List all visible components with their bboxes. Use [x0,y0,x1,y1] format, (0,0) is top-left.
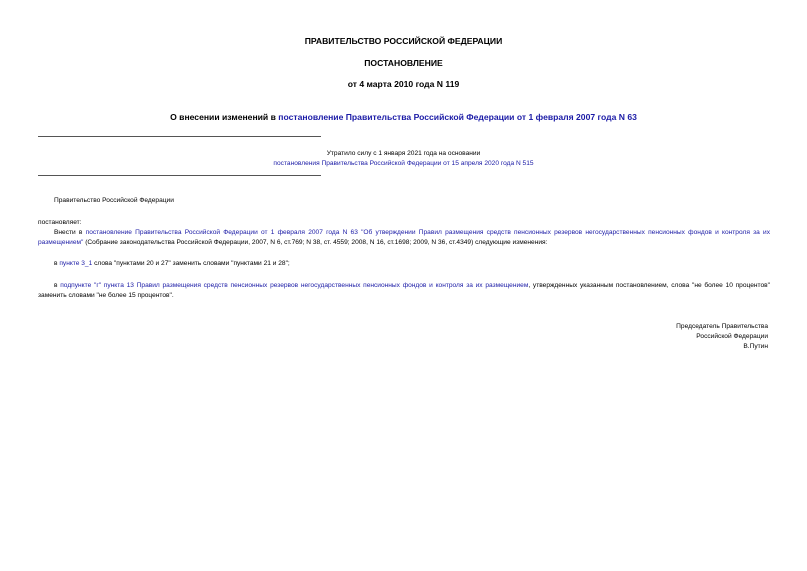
title-prefix: О внесении изменений в [170,112,279,122]
signature-name: В.Путин [743,343,768,350]
item-1-link[interactable]: пункте 3_1 [59,260,93,267]
item-2-link[interactable]: подпункте "г" пункта 13 Правил размещения средств пенсионных резервов негосударственных пенсионных фондов и контроля за их размещением [60,282,529,289]
item-1-post: слова "пунктами 20 и 27" заменить словами "пунктами 21 и 28"; [92,260,290,267]
item-1-paragraph [54,259,290,269]
signature-position: Председатель Правительства [676,323,768,330]
government-name: Правительство Российской Федерации [54,197,174,204]
decrees-text: постановляет: [38,219,82,226]
item-1-pre: в [54,260,60,267]
document-type-heading: ПОСТАНОВЛЕНИЕ [364,58,443,68]
intro-post: (Собрание законодательства Российской Федерации, 2007, N 6, ст.769; N 38, ст. 4559; 2008, N 16, ст.1698; 2009, N 36, ст.4349) следующие изменения: [83,238,548,246]
bottom-divider [38,175,321,176]
signature-country: Российской Федерации [696,333,768,340]
item-2-post: , утвержденных указанным постановлением, слова "не более 10 процентов" заменить словами "не более 15 процентов". [38,282,770,299]
status-note-line: Утратило силу с 1 января 2021 года на основании [326,150,481,157]
intro-pre: Внести в [54,229,86,236]
government-heading: ПРАВИТЕЛЬСТВО РОССИЙСКОЙ ФЕДЕРАЦИИ [304,36,503,46]
title-link[interactable]: постановление Правительства Российской Федерации от 1 февраля 2007 года N 63 [278,112,637,122]
item-2-paragraph [38,281,770,300]
document-title [0,112,807,123]
status-note-link[interactable]: постановления Правительства Российской Федерации от 15 апреля 2020 года N 515 [273,160,534,167]
top-divider [38,136,321,137]
intro-paragraph [38,228,770,247]
intro-link[interactable]: постановление Правительства Российской Федерации от 1 февраля 2007 года N 63 "Об утверждении Правил размещения средств пенсионных резервов негосударственных пенсионных фондов и контроля за их размещением" [38,229,771,246]
date-number-heading: от 4 марта 2010 года N 119 [347,79,460,89]
item-2-pre: в [54,282,61,289]
